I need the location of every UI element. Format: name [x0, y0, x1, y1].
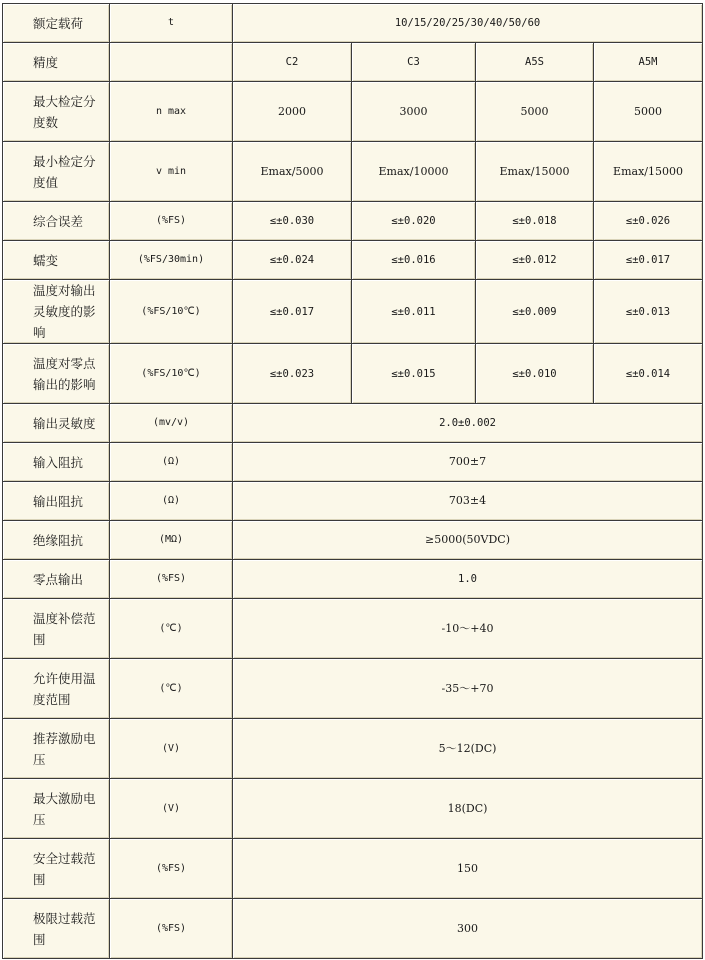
row-unit: (V) — [110, 719, 233, 779]
row-label: 温度对输出灵敏度的影响 — [3, 280, 110, 344]
value-cell: ≤±0.030 — [233, 202, 352, 241]
value-cell: Emax/15000 — [594, 142, 703, 202]
row-unit: (%FS) — [110, 560, 233, 599]
row-value: -35～+70 — [233, 659, 703, 719]
row-value: 703±4 — [233, 482, 703, 521]
value-cell: ≤±0.017 — [233, 280, 352, 344]
row-unit: (%FS/10℃) — [110, 344, 233, 404]
value-cell: 5000 — [594, 82, 703, 142]
table-row — [3, 839, 703, 899]
row-label: 温度补偿范围 — [3, 599, 110, 659]
table-row — [3, 443, 703, 482]
row-value: -10～+40 — [233, 599, 703, 659]
row-label: 输出灵敏度 — [3, 404, 110, 443]
value-cell: ≤±0.017 — [594, 241, 703, 280]
accuracy-c2: C2 — [233, 43, 352, 82]
row-unit: (℃) — [110, 599, 233, 659]
value-cell: Emax/5000 — [233, 142, 352, 202]
table-row — [3, 43, 703, 82]
row-label: 输入阻抗 — [3, 443, 110, 482]
row-unit: t — [110, 4, 233, 43]
value-cell: ≤±0.011 — [352, 280, 476, 344]
table-row — [3, 599, 703, 659]
row-label: 最小检定分度值 — [3, 142, 110, 202]
row-label: 输出阻抗 — [3, 482, 110, 521]
value-cell: ≤±0.013 — [594, 280, 703, 344]
row-label: 零点输出 — [3, 560, 110, 599]
row-unit: (%FS/30min) — [110, 241, 233, 280]
row-unit: (Ω) — [110, 443, 233, 482]
value-cell: ≤±0.018 — [476, 202, 594, 241]
value-cell: ≤±0.023 — [233, 344, 352, 404]
row-value: ≥5000(50VDC) — [233, 521, 703, 560]
row-label: 最大激励电压 — [3, 779, 110, 839]
spec-table — [2, 3, 703, 959]
value-cell: ≤±0.016 — [352, 241, 476, 280]
value-cell: Emax/10000 — [352, 142, 476, 202]
row-unit: (V) — [110, 779, 233, 839]
value-cell: ≤±0.014 — [594, 344, 703, 404]
table-row — [3, 344, 703, 404]
value-cell: ≤±0.015 — [352, 344, 476, 404]
row-label: 额定载荷 — [3, 4, 110, 43]
table-row — [3, 280, 703, 344]
table-row — [3, 202, 703, 241]
value-cell: ≤±0.020 — [352, 202, 476, 241]
row-unit: (℃) — [110, 659, 233, 719]
row-value: 700±7 — [233, 443, 703, 482]
value-cell: ≤±0.009 — [476, 280, 594, 344]
table-row — [3, 4, 703, 43]
row-label: 最大检定分度数 — [3, 82, 110, 142]
accuracy-a5s: A5S — [476, 43, 594, 82]
row-unit: (%FS) — [110, 899, 233, 959]
table-row — [3, 899, 703, 959]
row-label: 绝缘阻抗 — [3, 521, 110, 560]
row-value: 10/15/20/25/30/40/50/60 — [233, 4, 703, 43]
value-cell: 3000 — [352, 82, 476, 142]
row-label: 安全过载范围 — [3, 839, 110, 899]
table-row — [3, 482, 703, 521]
value-cell: ≤±0.010 — [476, 344, 594, 404]
row-label: 精度 — [3, 43, 110, 82]
row-unit: (%FS) — [110, 839, 233, 899]
row-value: 300 — [233, 899, 703, 959]
table-row — [3, 779, 703, 839]
row-unit: (mv/v) — [110, 404, 233, 443]
table-row — [3, 404, 703, 443]
value-cell: 2000 — [233, 82, 352, 142]
row-label: 推荐激励电压 — [3, 719, 110, 779]
row-label: 蠕变 — [3, 241, 110, 280]
row-value: 2.0±0.002 — [233, 404, 703, 443]
row-value: 1.0 — [233, 560, 703, 599]
row-unit: (MΩ) — [110, 521, 233, 560]
row-unit: v min — [110, 142, 233, 202]
row-value: 18(DC) — [233, 779, 703, 839]
row-value: 5～12(DC) — [233, 719, 703, 779]
row-label: 综合误差 — [3, 202, 110, 241]
row-unit: (%FS/10℃) — [110, 280, 233, 344]
value-cell: ≤±0.024 — [233, 241, 352, 280]
accuracy-c3: C3 — [352, 43, 476, 82]
row-unit: n max — [110, 82, 233, 142]
row-value: 150 — [233, 839, 703, 899]
row-label: 极限过载范围 — [3, 899, 110, 959]
table-row — [3, 719, 703, 779]
value-cell: ≤±0.012 — [476, 241, 594, 280]
accuracy-a5m: A5M — [594, 43, 703, 82]
table-row — [3, 241, 703, 280]
table-row — [3, 142, 703, 202]
table-row — [3, 521, 703, 560]
row-unit: (Ω) — [110, 482, 233, 521]
table-row — [3, 659, 703, 719]
row-label: 温度对零点输出的影响 — [3, 344, 110, 404]
value-cell: 5000 — [476, 82, 594, 142]
row-unit: (%FS) — [110, 202, 233, 241]
table-row — [3, 82, 703, 142]
row-unit — [110, 43, 233, 82]
value-cell: Emax/15000 — [476, 142, 594, 202]
row-label: 允许使用温度范围 — [3, 659, 110, 719]
table-row — [3, 560, 703, 599]
value-cell: ≤±0.026 — [594, 202, 703, 241]
